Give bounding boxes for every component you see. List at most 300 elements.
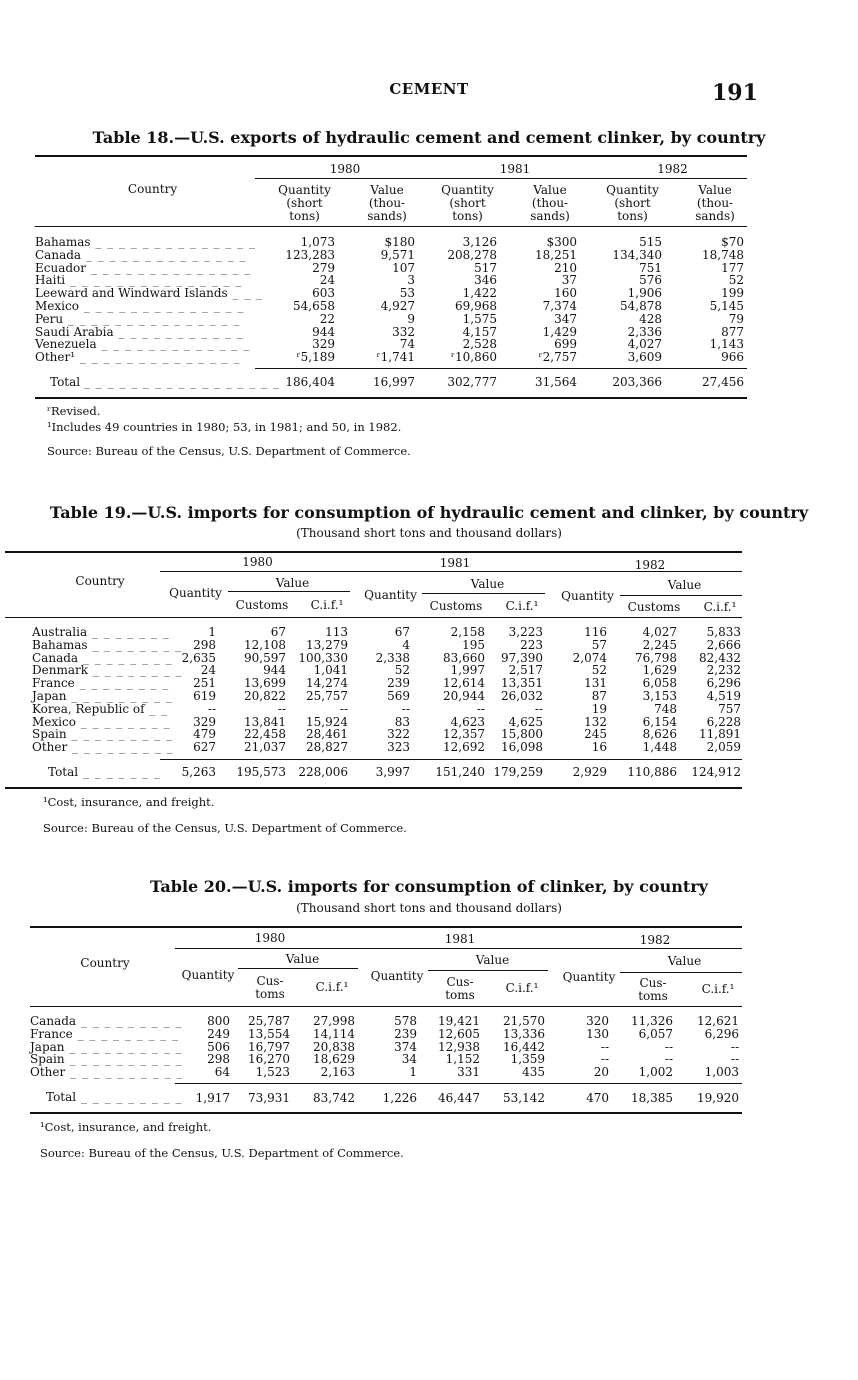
table-cell: 160 xyxy=(554,286,577,301)
t20-value-head-1981: Value xyxy=(475,953,510,967)
total-cell: 18,385 xyxy=(631,1091,673,1105)
total-cell: 27,456 xyxy=(702,375,744,389)
table-cell: 130 xyxy=(586,1026,609,1041)
table-cell: -- xyxy=(664,1052,673,1067)
t20-col-cif-1981 xyxy=(480,1015,545,1079)
t20-total-leader: _ _ _ _ _ _ _ _ _ xyxy=(76,1090,183,1104)
table-cell: 1,073 xyxy=(300,235,335,249)
table-cell: 4,519 xyxy=(706,688,741,703)
leader-dots: _ _ _ _ _ _ _ _ _ xyxy=(66,688,173,703)
table-cell: 16,098 xyxy=(501,740,543,755)
total-cell: 1,226 xyxy=(382,1091,417,1105)
table-cell: 603 xyxy=(312,286,335,301)
t19-customs-head-1981: Customs xyxy=(429,599,483,613)
table-cell: 67 xyxy=(270,625,286,639)
table-cell: 27,998 xyxy=(313,1014,355,1028)
total-cell: 16,997 xyxy=(373,375,415,389)
table-cell: -- xyxy=(401,701,410,716)
table-cell: 320 xyxy=(586,1014,609,1028)
leader-dots: _ _ _ _ _ _ _ _ _ xyxy=(72,1026,180,1041)
country-name: Canada xyxy=(35,247,82,262)
t18-val-head-1980: Value (thou- sands) xyxy=(367,183,407,223)
table-cell: 67 xyxy=(394,625,410,639)
table-cell: 82,432 xyxy=(699,650,741,665)
leader-dots: _ _ _ _ _ _ _ _ _ _ _ _ _ _ xyxy=(86,260,252,275)
table-cell: 517 xyxy=(474,260,497,275)
table-cell: 83 xyxy=(394,714,410,729)
total-cell: 83,742 xyxy=(313,1091,355,1105)
country-name: Peru xyxy=(35,311,64,326)
table-cell: 2,666 xyxy=(706,637,741,652)
t19-total-leader: _ _ _ _ _ _ _ xyxy=(78,765,161,779)
table-cell: 22,458 xyxy=(244,727,286,742)
t20-value-rule-1982 xyxy=(620,972,742,973)
table-cell: -- xyxy=(600,1052,609,1067)
t20-total-rule xyxy=(175,1083,742,1084)
table-cell: 13,699 xyxy=(244,676,286,691)
t20-year-rule xyxy=(175,948,742,949)
t20-country-column xyxy=(30,1014,184,1080)
table-cell: 210 xyxy=(554,260,577,275)
t18-head-rule xyxy=(35,226,747,227)
t19-col-customs-1980 xyxy=(216,626,286,754)
table-cell: 223 xyxy=(520,637,543,652)
table-cell: 14,274 xyxy=(306,676,348,691)
t19-value-rule-1981 xyxy=(422,593,545,594)
table-cell: 279 xyxy=(312,260,335,275)
total-cell: 203,366 xyxy=(612,375,662,389)
table-cell: 428 xyxy=(639,311,662,326)
country-name: France xyxy=(30,1026,73,1041)
table-cell: 5,833 xyxy=(706,625,741,639)
table-cell: -- xyxy=(730,1039,739,1054)
table-cell: 331 xyxy=(457,1065,480,1080)
table-cell: 76,798 xyxy=(635,650,677,665)
t18-col-val-1981 xyxy=(497,236,577,364)
t19-head-rule xyxy=(5,617,742,618)
table-cell: 1,575 xyxy=(462,311,497,326)
table-cell: 1,523 xyxy=(255,1065,290,1080)
t18-total-label: Total xyxy=(50,375,81,389)
table-cell: 239 xyxy=(394,1026,417,1041)
table-cell: 20,822 xyxy=(244,688,286,703)
t20-col-cif-1982 xyxy=(673,1015,739,1079)
t20-col-customs-1981 xyxy=(417,1015,480,1079)
table-cell: 37 xyxy=(561,273,577,288)
table-18-title: Table 18.—U.S. exports of hydraulic cement and cement clinker, by country xyxy=(92,128,766,147)
table-20-bottom-rule xyxy=(30,1112,742,1114)
table-cell: 24 xyxy=(200,663,216,678)
table-cell: 877 xyxy=(721,324,744,339)
table-19-title: Table 19.—U.S. imports for consumption of hydraulic cement and clinker, by country xyxy=(49,503,809,522)
table-cell: 748 xyxy=(654,701,677,716)
table-cell: 18,748 xyxy=(702,247,744,262)
table-cell: 515 xyxy=(639,235,662,249)
table-cell: 1,003 xyxy=(704,1065,739,1080)
total-cell: 195,573 xyxy=(236,765,286,779)
t18-val-head-1981: Value (thou- sands) xyxy=(530,183,570,223)
t19-country-header: Country xyxy=(75,574,125,588)
table-20-title: Table 20.—U.S. imports for consumption of clinker, by country xyxy=(150,877,708,896)
table-cell: 4 xyxy=(402,637,410,652)
table-cell: 28,461 xyxy=(306,727,348,742)
leader-dots: _ _ _ _ _ _ _ _ _ _ xyxy=(64,1052,183,1067)
table-cell: 199 xyxy=(721,286,744,301)
t20-customs-head-1982: Cus- toms xyxy=(638,976,668,1003)
page-number: 191 xyxy=(712,80,758,106)
table-cell: 329 xyxy=(312,337,335,352)
table-cell: 1,422 xyxy=(462,286,497,301)
table-cell: 323 xyxy=(387,740,410,755)
total-cell: 19,920 xyxy=(697,1091,739,1105)
t20-year-1980: 1980 xyxy=(254,931,286,945)
leader-dots: _ _ _ _ _ _ _ _ xyxy=(88,663,183,678)
table-cell: 6,296 xyxy=(704,1026,739,1041)
country-name: Other xyxy=(30,1065,66,1080)
country-name: Spain xyxy=(30,1052,65,1067)
t20-qty-head-1980: Quantity xyxy=(181,968,235,982)
table-cell: 4,157 xyxy=(462,324,497,339)
t19-col-qty-1980 xyxy=(160,626,216,754)
table-cell: 8,626 xyxy=(642,727,677,742)
table-cell: 506 xyxy=(207,1039,230,1054)
table-cell: 25,787 xyxy=(248,1014,290,1028)
table-cell: 79 xyxy=(728,311,744,326)
table-cell: 3 xyxy=(407,273,415,288)
country-name: Other xyxy=(32,740,68,755)
table-cell: 1,152 xyxy=(445,1052,480,1067)
table-cell: 87 xyxy=(591,688,607,703)
country-name: Other¹ xyxy=(35,350,76,365)
t18-note-countries: ¹Includes 49 countries in 1980; 53, in 1981; and 50, in 1982. xyxy=(47,420,402,434)
table-cell: 1,629 xyxy=(642,663,677,678)
t19-col-customs-1982 xyxy=(607,626,677,754)
table-cell: 1,997 xyxy=(450,663,485,678)
table-cell: 134,340 xyxy=(612,247,662,262)
t19-qty-head-1982: Quantity xyxy=(561,589,614,603)
table-cell: 757 xyxy=(718,701,741,716)
total-cell: 470 xyxy=(586,1091,609,1105)
table-cell: 20,944 xyxy=(443,688,485,703)
t20-qty-head-1981: Quantity xyxy=(370,969,424,983)
table-cell: 6,057 xyxy=(638,1026,673,1041)
leader-dots: _ _ _ _ _ _ _ _ _ xyxy=(67,740,174,755)
t20-customs-head-1981: Cus- toms xyxy=(445,975,475,1002)
table-cell: 7,374 xyxy=(542,298,577,313)
table-cell: 322 xyxy=(387,727,410,742)
table-cell: 12,621 xyxy=(697,1014,739,1028)
t18-note-revised: ʳRevised. xyxy=(47,404,101,418)
table-cell: 25,757 xyxy=(306,688,348,703)
t19-cif-head-1982: C.i.f.¹ xyxy=(703,600,737,614)
table-cell: 576 xyxy=(639,273,662,288)
table-cell: 16,270 xyxy=(248,1052,290,1067)
table-cell: 298 xyxy=(207,1052,230,1067)
table-19-subtitle: (Thousand short tons and thousand dollars) xyxy=(296,526,562,540)
total-cell: 53,142 xyxy=(503,1091,545,1105)
table-cell: 569 xyxy=(387,688,410,703)
table-cell: 944 xyxy=(312,324,335,339)
t19-total-label: Total xyxy=(48,765,79,779)
t18-qty-head-1982: Quantity (short tons) xyxy=(606,183,659,223)
t19-note-cif: ¹Cost, insurance, and freight. xyxy=(43,795,215,809)
t20-col-qty-1981 xyxy=(355,1015,417,1079)
t19-total-row xyxy=(48,765,161,779)
leader-dots: _ _ _ _ _ _ _ _ _ _ _ xyxy=(113,324,244,339)
t20-value-head-1982: Value xyxy=(667,954,702,968)
t19-customs-head-1980: Customs xyxy=(235,598,289,612)
table-cell: 619 xyxy=(193,688,216,703)
table-cell: 374 xyxy=(394,1039,417,1054)
t20-value-head-1980: Value xyxy=(285,952,320,966)
table-cell: 14,114 xyxy=(313,1026,355,1041)
table-cell: 19,421 xyxy=(438,1014,480,1028)
t18-total-leader: _ _ _ _ _ _ _ _ _ _ _ _ _ _ _ _ _ xyxy=(83,375,280,389)
leader-dots: _ _ _ _ _ _ _ _ _ _ _ _ _ _ xyxy=(81,247,247,262)
table-cell: 3,223 xyxy=(508,625,543,639)
table-cell: 346 xyxy=(474,273,497,288)
table-18-bottom-rule xyxy=(35,397,747,399)
t20-cif-head-1981: C.i.f.¹ xyxy=(505,981,539,995)
table-cell: -- xyxy=(339,701,348,716)
t19-year-1981: 1981 xyxy=(439,556,471,570)
table-cell: ʳ5,189 xyxy=(296,350,335,365)
table-cell: -- xyxy=(534,701,543,716)
table-cell: 251 xyxy=(193,676,216,691)
table-cell: 13,336 xyxy=(503,1026,545,1041)
table-cell: 2,074 xyxy=(572,650,607,665)
country-name: Korea, Republic of xyxy=(32,701,145,716)
table-cell: 116 xyxy=(584,625,607,639)
country-name: Spain xyxy=(32,727,67,742)
table-row-label xyxy=(35,351,250,364)
table-cell: 97,390 xyxy=(501,650,543,665)
t19-col-cif-1980 xyxy=(286,626,348,754)
country-name: Canada xyxy=(30,1014,77,1028)
table-cell: 13,841 xyxy=(244,714,286,729)
table-cell: 9,571 xyxy=(380,247,415,262)
table-cell: 11,326 xyxy=(631,1014,673,1028)
table-cell: 9 xyxy=(407,311,415,326)
table-cell: 18,629 xyxy=(313,1052,355,1067)
t20-col-customs-1982 xyxy=(609,1015,673,1079)
table-cell: 1,359 xyxy=(510,1052,545,1067)
table-cell: 5,145 xyxy=(709,298,744,313)
table-cell: 28,827 xyxy=(306,740,348,755)
leader-dots: _ _ _ _ _ _ _ _ _ _ _ _ _ _ _ xyxy=(65,273,243,288)
t18-col-qty-1981 xyxy=(415,236,497,364)
t18-source: Source: Bureau of the Census, U.S. Department of Commerce. xyxy=(47,444,411,458)
table-cell: 90,597 xyxy=(244,650,286,665)
table-cell: 74 xyxy=(399,337,415,352)
t18-year-1982: 1982 xyxy=(657,162,688,176)
table-cell: 54,658 xyxy=(293,298,335,313)
t20-country-header: Country xyxy=(80,956,130,970)
total-cell: 151,240 xyxy=(435,765,485,779)
t19-value-rule-1980 xyxy=(228,591,350,592)
table-cell: 132 xyxy=(584,714,607,729)
total-cell: 179,259 xyxy=(493,765,543,779)
table-19-bottom-rule xyxy=(5,787,742,789)
t18-year-1981: 1981 xyxy=(499,162,531,176)
t19-value-head-1981: Value xyxy=(470,577,505,591)
t19-col-customs-1981 xyxy=(410,626,485,754)
t20-customs-head-1980: Cus- toms xyxy=(255,974,285,1001)
table-cell: $300 xyxy=(546,235,577,249)
table-cell: 107 xyxy=(392,260,415,275)
leader-dots: _ _ _ _ _ _ _ xyxy=(87,625,170,639)
table-cell: 2,528 xyxy=(462,337,497,352)
t20-col-customs-1980 xyxy=(230,1015,290,1079)
table-cell: 19 xyxy=(591,701,607,716)
table-cell: 123,283 xyxy=(285,247,335,262)
t19-value-rule-1982 xyxy=(620,595,742,596)
table-cell: 627 xyxy=(193,740,216,755)
country-name: Bahamas xyxy=(35,235,91,249)
country-name: Saudi Arabia xyxy=(35,324,114,339)
table-cell: 249 xyxy=(207,1026,230,1041)
table-20-top-rule xyxy=(30,926,742,928)
table-cell: 4,623 xyxy=(450,714,485,729)
table-cell: 13,279 xyxy=(306,637,348,652)
t19-col-qty-1982 xyxy=(543,626,607,754)
table-cell: 15,800 xyxy=(501,727,543,742)
table-cell: 54,878 xyxy=(620,298,662,313)
table-cell: -- xyxy=(277,701,286,716)
table-cell: 20 xyxy=(593,1065,609,1080)
leader-dots: _ _ _ _ _ _ _ _ _ _ _ _ _ _ xyxy=(75,350,241,365)
table-cell: 13,351 xyxy=(501,676,543,691)
table-cell: 52 xyxy=(394,663,410,678)
t19-cif-head-1981: C.i.f.¹ xyxy=(505,599,539,613)
table-cell: 53 xyxy=(399,286,415,301)
country-name: Leeward and Windward Islands xyxy=(35,286,228,301)
t19-qty-head-1981: Quantity xyxy=(364,588,417,602)
total-cell: 73,931 xyxy=(248,1091,290,1105)
table-cell: 16,797 xyxy=(248,1039,290,1054)
t20-cif-head-1982: C.i.f.¹ xyxy=(701,982,735,996)
table-cell: 12,938 xyxy=(438,1039,480,1054)
table-cell: 57 xyxy=(591,637,607,652)
t19-total-rule xyxy=(160,759,742,760)
t19-year-1982: 1982 xyxy=(634,558,666,572)
t20-qty-head-1982: Quantity xyxy=(562,970,616,984)
total-cell: 2,929 xyxy=(572,765,607,779)
table-cell: 479 xyxy=(193,727,216,742)
table-cell: 195 xyxy=(462,637,485,652)
t18-val-head-1982: Value (thou- sands) xyxy=(695,183,735,223)
table-cell: 245 xyxy=(584,727,607,742)
table-cell: 332 xyxy=(392,324,415,339)
table-cell: 12,692 xyxy=(443,740,485,755)
t20-total-label: Total xyxy=(46,1090,77,1104)
t19-value-head-1982: Value xyxy=(667,578,702,592)
table-cell: -- xyxy=(730,1052,739,1067)
t19-customs-head-1982: Customs xyxy=(627,600,681,614)
total-cell: 124,912 xyxy=(691,765,741,779)
t18-qty-head-1980: Quantity (short tons) xyxy=(278,183,331,223)
table-cell: 208,278 xyxy=(447,247,497,262)
t18-col-val-1980 xyxy=(335,236,415,364)
table-20-subtitle: (Thousand short tons and thousand dollars) xyxy=(296,901,562,915)
table-cell: 16,442 xyxy=(503,1039,545,1054)
table-row-label xyxy=(30,1065,184,1080)
table-cell: 944 xyxy=(263,663,286,678)
table-cell: 2,245 xyxy=(642,637,677,652)
table-19-top-rule xyxy=(5,551,742,553)
leader-dots: _ _ _ _ _ _ _ _ _ _ xyxy=(65,1065,184,1080)
table-cell: ʳ10,860 xyxy=(450,350,497,365)
table-cell: -- xyxy=(664,1039,673,1054)
country-name: Denmark xyxy=(32,663,88,678)
t18-qty-head-1981: Quantity (short tons) xyxy=(441,183,494,223)
table-cell: 800 xyxy=(207,1014,230,1028)
t20-year-1981: 1981 xyxy=(444,932,476,946)
t18-col-qty-1982 xyxy=(577,236,662,364)
country-name: Ecuador xyxy=(35,260,87,275)
leader-dots: _ _ _ _ _ _ _ _ _ xyxy=(66,727,173,742)
table-18-top-rule xyxy=(35,155,747,157)
table-cell: 966 xyxy=(721,350,744,365)
table-cell: 12,605 xyxy=(438,1026,480,1041)
t19-col-cif-1981 xyxy=(485,626,543,754)
table-cell: -- xyxy=(600,1039,609,1054)
total-cell: 186,404 xyxy=(285,375,335,389)
table-cell: 699 xyxy=(554,337,577,352)
table-cell: 131 xyxy=(584,676,607,691)
leader-dots: _ _ _ _ _ _ _ _ _ _ _ _ _ xyxy=(96,337,251,352)
total-cell: 302,777 xyxy=(447,375,497,389)
table-cell: $180 xyxy=(384,235,415,249)
total-cell: 228,006 xyxy=(298,765,348,779)
table-cell: 12,108 xyxy=(244,637,286,652)
table-cell: 2,232 xyxy=(706,663,741,678)
table-cell: 52 xyxy=(591,663,607,678)
t18-year-rule xyxy=(255,178,747,179)
table-cell: 2,635 xyxy=(181,650,216,665)
t18-total-rule xyxy=(255,368,747,369)
table-cell: 6,154 xyxy=(642,714,677,729)
country-name: Mexico xyxy=(35,298,79,313)
leader-dots: _ _ _ _ _ _ _ _ _ _ xyxy=(64,1039,183,1054)
country-name: Japan xyxy=(30,1039,65,1054)
table-cell: 52 xyxy=(728,273,744,288)
t20-year-1982: 1982 xyxy=(639,933,671,947)
country-name: Japan xyxy=(32,688,67,703)
table-cell: 6,296 xyxy=(706,676,741,691)
table-cell: 6,058 xyxy=(642,676,677,691)
t20-value-rule-1980 xyxy=(238,968,358,969)
table-cell: 435 xyxy=(522,1065,545,1080)
table-cell: 21,570 xyxy=(503,1014,545,1028)
table-cell: 1,002 xyxy=(638,1065,673,1080)
leader-dots: _ _ _ _ _ _ _ _ _ _ _ _ _ _ xyxy=(78,298,245,313)
country-name: Haiti xyxy=(35,273,66,288)
table-cell: 2,059 xyxy=(706,740,741,755)
leader-dots: _ _ _ _ _ _ _ _ _ xyxy=(76,1014,183,1028)
table-cell: 2,336 xyxy=(627,324,662,339)
country-name: Canada xyxy=(32,650,79,665)
country-name: Venezuela xyxy=(35,337,97,352)
table-cell: 22 xyxy=(319,311,335,326)
table-cell: 11,891 xyxy=(699,727,741,742)
table-cell: 1,041 xyxy=(313,663,348,678)
total-cell: 1,917 xyxy=(195,1091,230,1105)
table-cell: 239 xyxy=(387,676,410,691)
leader-dots: _ _ _ _ _ _ _ _ xyxy=(75,714,171,729)
t19-source: Source: Bureau of the Census, U.S. Department of Commerce. xyxy=(43,821,407,835)
t18-country-column xyxy=(35,235,264,365)
